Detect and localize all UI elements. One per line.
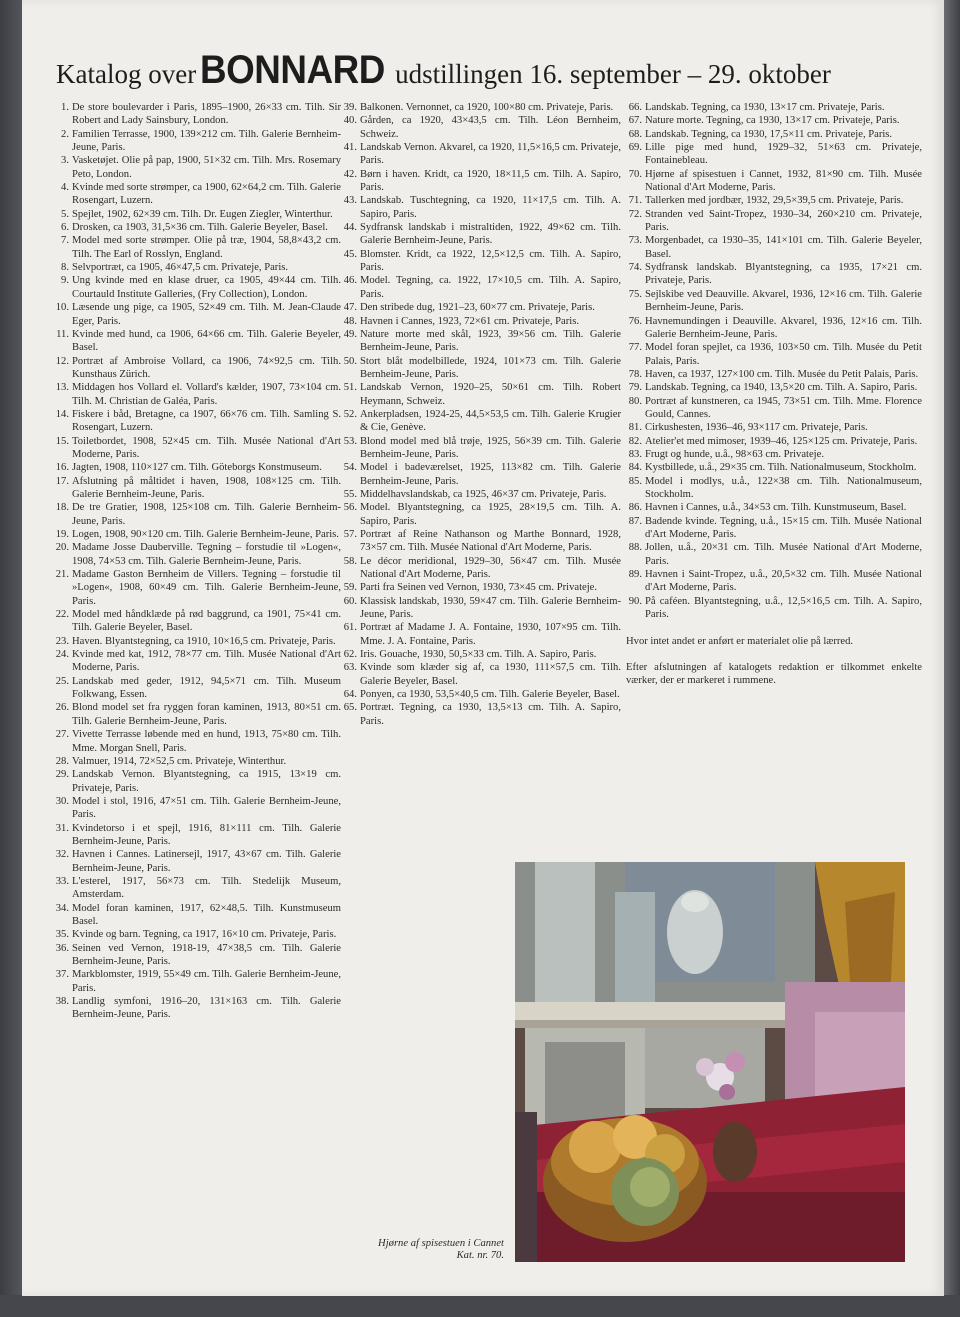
catalog-entry-number: 41. [343, 142, 357, 154]
catalog-entry [341, 114, 621, 141]
catalog-entry [341, 661, 621, 688]
catalog-entry-text: Kystbillede, u.å., 29×35 cm. Tilh. Nationalmuseum, Stockholm. [645, 462, 917, 474]
catalog-column-3 [626, 101, 922, 687]
catalog-page [22, 0, 944, 1296]
catalog-entry [341, 221, 621, 248]
catalog-entry [53, 635, 341, 648]
catalog-entry-text: Havnen i Saint-Tropez, u.å., 20,5×32 cm. Tilh. Musée National d'Art Moderne, Paris. [645, 569, 922, 594]
catalog-entry-number: 38. [55, 996, 69, 1008]
catalog-entry-text: Landskab Vernon. Akvarel, ca 1920, 11,5×16,5 cm. Privateje, Paris. [360, 142, 621, 167]
catalog-entry-number: 19. [55, 529, 69, 540]
catalog-entry-number: 2. [61, 128, 69, 140]
catalog-entry-text: Drosken, ca 1903, 31,5×36 cm. Tilh. Galerie Beyeler, Basel. [72, 222, 328, 234]
catalog-entry-text: Morgenbadet, ca 1930–35, 141×101 cm. Tilh. Galerie Beyeler, Basel. [645, 235, 922, 260]
catalog-entry [53, 541, 341, 568]
catalog-entry-text: Vasketøjet. Olie på pap, 1900, 51×32 cm. Tilh. Mrs. Rosemary Peto, London. [72, 155, 341, 180]
catalog-entry-text: Blond model set fra ryggen foran kaminen, 1913, 80×51 cm. Tilh. Galerie Bernheim-Jeune, Paris. [72, 702, 341, 727]
catalog-entry-text: Familien Terrasse, 1900, 139×212 cm. Tilh. Galerie Bernheim-Jeune, Paris. [72, 128, 341, 154]
catalog-entry-text: På caféen. Blyantstegning, u.å., 12,5×16,5 cm. Tilh. A. Sapiro, Paris. [645, 595, 922, 621]
catalog-entry [626, 234, 922, 261]
catalog-entry-text: Havnen i Cannes. Latinersejl, 1917, 43×67 cm. Tilh. Galerie Bernheim-Jeune, Paris. [72, 849, 341, 874]
catalog-entry-number: 27. [55, 729, 69, 741]
catalog-entry-text: Fiskere i båd, Bretagne, ca 1907, 66×76 cm. Tilh. Samling S. Rosengart, Luzern. [72, 408, 341, 434]
catalog-entry-number: 74. [628, 262, 642, 274]
catalog-entry-text: Logen, 1908, 90×120 cm. Tilh. Galerie Bernheim-Jeune, Paris. [72, 529, 339, 540]
catalog-entry-text: Gården, ca 1920, 43×43,5 cm. Tilh. Léon Bernheim, Schweiz. [360, 115, 621, 140]
catalog-entry [53, 181, 341, 208]
catalog-entry-text: Selvportræt, ca 1905, 46×47,5 cm. Privateje, Paris. [72, 262, 289, 274]
catalog-entry-text: Læsende ung pige, ca 1905, 52×49 cm. Tilh. M. Jean-Claude Eger, Paris. [72, 302, 341, 327]
catalog-entry-text: Havnen i Cannes, u.å., 34×53 cm. Tilh. Kunstmuseum, Basel. [645, 502, 907, 514]
catalog-entry [341, 648, 621, 661]
catalog-entry-text: Jollen, u.å., 20×31 cm. Tilh. Musée National d'Art Moderne, Paris. [645, 542, 922, 567]
catalog-entry-number: 69. [628, 142, 642, 154]
catalog-entry-text: Nature morte. Tegning, ca 1930, 13×17 cm. Privateje, Paris. [645, 115, 900, 127]
catalog-entry [53, 261, 341, 274]
catalog-entry [341, 621, 621, 648]
catalog-entry-number: 81. [628, 422, 642, 434]
title-prefix: Katalog over [56, 59, 197, 89]
catalog-entry-number: 80. [628, 395, 642, 407]
catalog-entry-number: 30. [55, 795, 69, 807]
catalog-entry [341, 315, 621, 328]
catalog-entry-text: Model med sorte strømper. Olie på træ, 1904, 58,8×43,2 cm. Tilh. The Earl of Rosslyn, England. [72, 235, 341, 260]
catalog-entry [341, 141, 621, 168]
catalog-entry-text: Atelier'et med mimoser, 1939–46, 125×125 cm. Privateje, Paris. [645, 435, 918, 447]
catalog-entry-text: Toiletbordet, 1908, 52×45 cm. Tilh. Musée National d'Art Moderne, Paris. [72, 435, 341, 460]
catalog-entry-number: 10. [55, 302, 69, 314]
catalog-entry-text: Cirkushesten, 1936–46, 93×117 cm. Privateje, Paris. [645, 422, 868, 434]
catalog-entry [626, 261, 922, 288]
catalog-entry-text: Tallerken med jordbær, 1932, 29,5×39,5 cm. Privateje, Paris. [645, 195, 904, 207]
catalog-entry-number: 53. [343, 435, 357, 447]
catalog-entry-number: 14. [55, 408, 69, 420]
catalog-entry-text: Middagen hos Vollard el. Vollard's kælder, 1907, 73×104 cm. Tilh. M. Christian de Galéa, Paris. [72, 382, 341, 407]
catalog-entry-number: 33. [55, 875, 69, 887]
catalog-entry-text: Ankerpladsen, 1924-25, 44,5×53,5 cm. Tilh. Galerie Krugier & Cie, Genève. [360, 408, 621, 434]
catalog-entry-number: 43. [343, 195, 357, 207]
catalog-entry-number: 47. [343, 302, 357, 314]
catalog-entry-number: 8. [61, 262, 69, 274]
background-right-edge [944, 0, 960, 1317]
catalog-entry-text: Kvinde med kat, 1912, 78×77 cm. Tilh. Musée National d'Art Moderne, Paris. [72, 649, 341, 674]
catalog-entry-text: Portræt. Tegning, ca 1930, 13,5×13 cm. Tilh. A. Sapiro, Paris. [360, 702, 621, 727]
catalog-entry [53, 875, 341, 902]
catalog-entry [341, 555, 621, 582]
catalog-entry [626, 288, 922, 315]
catalog-entry [53, 408, 341, 435]
catalog-entry [626, 114, 922, 127]
catalog-entry-text: Kvinde som klæder sig af, ca 1930, 111×57,5 cm. Tilh. Galerie Beyeler, Basel. [360, 662, 621, 687]
catalog-entry-text: Model med håndklæde på rød baggrund, ca 1901, 75×41 cm. Tilh. Galerie Beyeler, Basel. [72, 609, 341, 634]
catalog-entry-number: 88. [628, 542, 642, 554]
catalog-entry-number: 42. [343, 168, 357, 180]
catalog-entry-number: 75. [628, 288, 642, 300]
catalog-entry-number: 26. [55, 702, 69, 714]
page-title [56, 48, 936, 93]
catalog-entry [53, 435, 341, 462]
catalog-entry [341, 168, 621, 195]
catalog-entry-number: 4. [61, 182, 69, 194]
catalog-entry-number: 60. [343, 595, 357, 607]
catalog-entry-text: Blond model med blå trøje, 1925, 56×39 cm. Tilh. Galerie Bernheim-Jeune, Paris. [360, 435, 621, 460]
catalog-entry-text: Kvinde og barn. Tegning, ca 1917, 16×10 cm. Privateje, Paris. [72, 929, 337, 941]
catalog-entry [341, 301, 621, 314]
catalog-entry-text: Sydfransk landskab. Blyantstegning, ca 1935, 17×21 cm. Privateje, Paris. [645, 262, 922, 287]
painting-image [515, 862, 905, 1262]
catalog-entry-text: Landskab. Tegning, ca 1930, 13×17 cm. Privateje, Paris. [645, 102, 885, 113]
catalog-entry-number: 36. [55, 942, 69, 954]
catalog-entry-text: Model i badeværelset, 1925, 113×82 cm. Tilh. Galerie Bernheim-Jeune, Paris. [360, 462, 621, 487]
catalog-entry [53, 795, 341, 822]
catalog-entry-text: Iris. Gouache, 1930, 50,5×33 cm. Tilh. A. Sapiro, Paris. [360, 649, 597, 661]
catalog-entry [53, 755, 341, 768]
catalog-entry [626, 501, 922, 514]
catalog-entry-number: 71. [628, 195, 642, 207]
catalog-entry-number: 15. [55, 435, 69, 447]
catalog-entry-text: Model i modlys, u.å., 122×38 cm. Tilh. Nationalmuseum, Stockholm. [645, 475, 922, 500]
catalog-entry-text: Seinen ved Vernon, 1918-19, 47×38,5 cm. Tilh. Galerie Bernheim-Jeune, Paris. [72, 942, 341, 967]
catalog-entry-number: 18. [55, 502, 69, 514]
catalog-entry [626, 461, 922, 474]
catalog-column-3-list [626, 101, 922, 621]
catalog-entry-number: 79. [628, 382, 642, 394]
catalog-entry-text: Haven, ca 1937, 127×100 cm. Tilh. Musée du Petit Palais, Paris. [645, 368, 919, 380]
catalog-column-2 [341, 101, 621, 728]
catalog-entry-number: 12. [55, 355, 69, 367]
catalog-entry-text: Ung kvinde med en klase druer, ca 1905, 49×44 cm. Tilh. Courtauld Institute Galleries, (Fry Collection), London. [72, 275, 341, 300]
catalog-entry [53, 475, 341, 502]
catalog-entry-number: 90. [628, 595, 642, 607]
catalog-entry-text: Model foran spejlet, ca 1936, 103×50 cm. Tilh. Musée du Petit Palais, Paris. [645, 342, 922, 367]
catalog-entry-text: Blomster. Kridt, ca 1922, 12,5×12,5 cm. Tilh. A. Sapiro, Paris. [360, 248, 621, 274]
catalog-entry-text: Lille pige med hund, 1929–32, 51×63 cm. Privateje, Fontainebleau. [645, 142, 922, 167]
catalog-entry-number: 77. [628, 342, 642, 354]
catalog-entry-text: Model. Tegning, ca. 1922, 17×10,5 cm. Tilh. A. Sapiro, Paris. [360, 275, 621, 300]
catalog-entry-text: Spejlet, 1902, 62×39 cm. Tilh. Dr. Eugen Ziegler, Winterthur. [72, 208, 333, 220]
catalog-entry-text: Landskab. Tegning, ca 1940, 13,5×20 cm. Tilh. A. Sapiro, Paris. [645, 382, 918, 394]
catalog-entry-text: Landskab Vernon, 1920–25, 50×61 cm. Tilh. Robert Heymann, Schweiz. [360, 382, 621, 407]
catalog-entry-number: 68. [628, 128, 642, 140]
catalog-entry-text: Kvinde med sorte strømper, ca 1900, 62×64,2 cm. Tilh. Galerie Rosengart, Luzern. [72, 182, 341, 207]
catalog-entry-text: Madame Gaston Bernheim de Villers. Tegning – forstudie til »Logen«, 1908, 60×49 cm. Tilh. Galerie Bernheim-Jeune, Paris. [72, 569, 341, 607]
catalog-entry-number: 46. [343, 275, 357, 287]
catalog-entry [626, 435, 922, 448]
caption-title: Hjørne af spisestuen i Cannet [378, 1238, 504, 1249]
catalog-entry-number: 31. [55, 822, 69, 834]
catalog-entry [626, 141, 922, 168]
catalog-entry [53, 274, 341, 301]
catalog-entry-number: 5. [61, 208, 69, 220]
catalog-entry [53, 154, 341, 181]
catalog-entry [626, 515, 922, 542]
catalog-entry [53, 728, 341, 755]
catalog-entry-number: 89. [628, 569, 642, 581]
catalog-entry [53, 675, 341, 702]
catalog-entry-number: 25. [55, 675, 69, 687]
catalog-entry-number: 45. [343, 248, 357, 260]
catalog-entry [341, 488, 621, 501]
catalog-entry [341, 528, 621, 555]
catalog-entry-number: 48. [343, 315, 357, 327]
catalog-entry [626, 421, 922, 434]
catalog-entry-number: 65. [343, 702, 357, 714]
catalog-entry-number: 28. [55, 755, 69, 767]
catalog-entry-number: 83. [628, 448, 642, 460]
catalog-entry-text: Stranden ved Saint-Tropez, 1930–34, 260×210 cm. Privateje, Paris. [645, 208, 922, 234]
catalog-entry-number: 9. [61, 275, 69, 287]
catalog-entry [341, 701, 621, 728]
catalog-entry-number: 21. [55, 569, 69, 581]
catalog-entry-text: De store boulevarder i Paris, 1895–1900, 26×33 cm. Tilh. Sir Robert and Lady Sainsbury, London. [72, 102, 341, 127]
painting-reproduction [515, 862, 905, 1262]
catalog-entry-number: 76. [628, 315, 642, 327]
catalog-entry-number: 57. [343, 529, 357, 540]
catalog-entry [53, 848, 341, 875]
catalog-entry-text: Havnen i Cannes, 1923, 72×61 cm. Privateje, Paris. [360, 315, 579, 327]
catalog-entry-text: Badende kvinde. Tegning, u.å., 15×15 cm. Tilh. Musée National d'Art Moderne, Paris. [645, 515, 922, 540]
catalog-entry-text: Hjørne af spisestuen i Cannet, 1932, 81×90 cm. Tilh. Musée National d'Art Moderne, Paris. [645, 168, 922, 194]
catalog-entry-text: Afslutning på måltidet i haven, 1908, 108×125 cm. Tilh. Galerie Bernheim-Jeune, Paris. [72, 475, 341, 500]
catalog-entry [626, 475, 922, 502]
catalog-entry-text: Sejlskibe ved Deauville. Akvarel, 1936, 12×16 cm. Tilh. Galerie Bernheim-Jeune, Paris. [645, 288, 922, 314]
catalog-entry-text: Landlig symfoni, 1916–20, 131×163 cm. Tilh. Galerie Bernheim-Jeune, Paris. [72, 996, 341, 1021]
addendum-note: Efter afslutningen af katalogets redaktion er tilkommet enkelte værker, der er markeret i rummene. [626, 661, 922, 687]
catalog-entry-number: 55. [343, 488, 357, 500]
catalog-entry [626, 568, 922, 595]
catalog-entry [341, 194, 621, 221]
catalog-entry-number: 22. [55, 609, 69, 621]
catalog-entry-text: Portræt af Madame J. A. Fontaine, 1930, 107×95 cm. Tilh. Mme. J. A. Fontaine, Paris. [360, 622, 621, 647]
catalog-entry-number: 7. [61, 235, 69, 247]
catalog-entry [341, 381, 621, 408]
title-artist: BONNARD [200, 48, 386, 92]
catalog-entry-text: Haven. Blyantstegning, ca 1910, 10×16,5 cm. Privateje, Paris. [72, 635, 336, 647]
catalog-entry-text: Jagten, 1908, 110×127 cm. Tilh. Göteborgs Konstmuseum. [72, 462, 322, 474]
material-note: Hvor intet andet er anført er materialet olie på lærred. [626, 636, 854, 648]
catalog-entry-number: 44. [343, 222, 357, 234]
catalog-entry-number: 86. [628, 502, 642, 514]
caption-catalog-number: Kat. nr. 70. [456, 1250, 504, 1261]
catalog-entry-number: 87. [628, 515, 642, 527]
catalog-entry-text: Børn i haven. Kridt, ca 1920, 18×11,5 cm. Tilh. A. Sapiro, Paris. [360, 168, 621, 194]
catalog-entry [53, 328, 341, 355]
catalog-entry [53, 381, 341, 408]
catalog-entry [53, 234, 341, 261]
catalog-entry-number: 72. [628, 208, 642, 220]
catalog-entry-text: Markblomster, 1919, 55×49 cm. Tilh. Galerie Bernheim-Jeune, Paris. [72, 969, 341, 994]
catalog-entry-text: De tre Gratier, 1908, 125×108 cm. Tilh. Galerie Bernheim-Jeune, Paris. [72, 502, 341, 527]
catalog-entry [341, 248, 621, 275]
catalog-entry [53, 501, 341, 528]
catalog-entry-number: 17. [55, 475, 69, 487]
catalog-entry [341, 355, 621, 382]
catalog-entry-number: 59. [343, 582, 357, 594]
catalog-entry [626, 381, 922, 394]
painting-caption [338, 1238, 504, 1262]
catalog-entry-number: 35. [55, 929, 69, 941]
catalog-entry-text: Parti fra Seinen ved Vernon, 1930, 73×45 cm. Privateje. [360, 582, 598, 594]
catalog-entry-number: 49. [343, 328, 357, 340]
catalog-entry-text: Frugt og hunde, u.å., 98×63 cm. Privateje. [645, 448, 824, 460]
catalog-entry-text: Landskab med geder, 1912, 94,5×71 cm. Tilh. Museum Folkwang, Essen. [72, 675, 341, 701]
catalog-entry-number: 66. [628, 102, 642, 113]
catalog-column-1 [53, 101, 341, 1022]
catalog-entry [626, 315, 922, 342]
catalog-entry [341, 501, 621, 528]
catalog-entry-number: 37. [55, 969, 69, 981]
background-bottom-edge [0, 1295, 960, 1317]
catalog-entry-text: Portræt af Reine Nathanson og Marthe Bonnard, 1928, 73×57 cm. Tilh. Musée National d'Art Moderne, Paris. [360, 529, 621, 554]
catalog-entry [53, 101, 341, 128]
catalog-entry-number: 85. [628, 475, 642, 487]
catalog-entry-number: 40. [343, 115, 357, 127]
catalog-entry [341, 581, 621, 594]
catalog-entry-text: Havnemundingen i Deauville. Akvarel, 1936, 12×16 cm. Tilh. Galerie Bernheim-Jeune, Paris. [645, 315, 922, 340]
catalog-entry-number: 6. [61, 222, 69, 234]
catalog-entry [53, 928, 341, 941]
catalog-entry [53, 768, 341, 795]
catalog-entry-number: 24. [55, 649, 69, 661]
catalog-entry [53, 648, 341, 675]
catalog-entry-number: 52. [343, 408, 357, 420]
catalog-entry [53, 208, 341, 221]
catalog-entry [53, 608, 341, 635]
catalog-entry [626, 595, 922, 622]
catalog-entry-number: 78. [628, 368, 642, 380]
catalog-entry-number: 56. [343, 502, 357, 514]
catalog-entry-text: Madame Josse Dauberville. Tegning – forstudie til »Logen«, 1908, 74×53 cm. Tilh. Galerie Bernheim-Jeune, Paris. [72, 542, 341, 567]
catalog-entry-text: L'esterel, 1917, 56×73 cm. Tilh. Stedelijk Museum, Amsterdam. [72, 875, 341, 901]
catalog-entry-number: 39. [343, 102, 357, 113]
catalog-entry [626, 395, 922, 422]
catalog-entry [53, 822, 341, 849]
catalog-entry [341, 688, 621, 701]
catalog-entry-text: Valmuer, 1914, 72×52,5 cm. Privateje, Winterthur. [72, 755, 287, 767]
catalog-entry-number: 16. [55, 462, 69, 474]
catalog-entry-number: 51. [343, 382, 357, 394]
catalog-entry-number: 20. [55, 542, 69, 554]
catalog-entry-text: Balkonen. Vernonnet, ca 1920, 100×80 cm. Privateje, Paris. [360, 102, 614, 113]
catalog-entry [53, 128, 341, 155]
catalog-entry [341, 461, 621, 488]
title-suffix: udstillingen 16. september – 29. oktober [395, 59, 831, 89]
catalog-entry-text: Landskab. Tuschtegning, ca 1920, 11×17,5 cm. Tilh. A. Sapiro, Paris. [360, 195, 621, 220]
catalog-entry-number: 3. [61, 155, 69, 167]
catalog-entry [626, 341, 922, 368]
catalog-entry [53, 528, 341, 541]
catalog-entry-text: Kvindetorso i et spejl, 1916, 81×111 cm. Tilh. Galerie Bernheim-Jeune, Paris. [72, 822, 341, 847]
catalog-entry [626, 101, 922, 114]
catalog-entry [341, 595, 621, 622]
catalog-entry [626, 208, 922, 235]
background-left-edge [0, 0, 22, 1317]
catalog-entry [53, 355, 341, 382]
catalog-entry [626, 194, 922, 207]
catalog-entry-text: Landskab. Tegning, ca 1930, 17,5×11 cm. Privateje, Paris. [645, 128, 893, 140]
catalog-entry-text: Kvinde med hund, ca 1906, 64×66 cm. Tilh. Galerie Beyeler, Basel. [72, 328, 341, 354]
catalog-entry [626, 368, 922, 381]
catalog-entry-number: 32. [55, 849, 69, 861]
catalog-entry-text: Le décor meridional, 1929–30, 56×47 cm. Tilh. Musée National d'Art Moderne, Paris. [360, 555, 621, 581]
catalog-entry-number: 58. [343, 555, 357, 567]
catalog-entry [53, 968, 341, 995]
catalog-entry [341, 101, 621, 114]
catalog-entry-text: Portræt af kunstneren, ca 1945, 73×51 cm. Tilh. Mme. Florence Gould, Cannes. [645, 395, 922, 420]
catalog-entry-text: Middelhavslandskab, ca 1925, 46×37 cm. Privateje, Paris. [360, 488, 607, 500]
catalog-entry [53, 902, 341, 929]
catalog-entry-number: 62. [343, 649, 357, 661]
catalog-entry [341, 408, 621, 435]
catalog-entry [341, 435, 621, 462]
catalog-entry [53, 942, 341, 969]
catalog-entry-number: 61. [343, 622, 357, 634]
catalog-entry-text: Model. Blyantstegning, ca 1925, 28×19,5 cm. Tilh. A. Sapiro, Paris. [360, 502, 621, 527]
catalog-entry [626, 168, 922, 195]
catalog-entry [53, 461, 341, 474]
catalog-entry-number: 64. [343, 689, 357, 701]
catalog-entry-number: 63. [343, 662, 357, 674]
catalog-entry-text: Klassisk landskab, 1930, 59×47 cm. Tilh. Galerie Bernheim-Jeune, Paris. [360, 595, 621, 621]
catalog-entry [53, 995, 341, 1022]
catalog-entry-number: 11. [56, 328, 69, 340]
catalog-entry [53, 301, 341, 328]
catalog-entry-text: Landskab Vernon. Blyantstegning, ca 1915, 13×19 cm. Privateje, Paris. [72, 769, 341, 794]
catalog-entry-text: Ponyen, ca 1930, 53,5×40,5 cm. Tilh. Galerie Beyeler, Basel. [360, 689, 620, 701]
catalog-entry-number: 73. [628, 235, 642, 247]
catalog-entry [341, 274, 621, 301]
catalog-entry-text: Stort blåt modelbillede, 1924, 101×73 cm. Tilh. Galerie Bernheim-Jeune, Paris. [360, 355, 621, 380]
catalog-entry [626, 541, 922, 568]
catalog-entry-number: 70. [628, 168, 642, 180]
catalog-entry-number: 54. [343, 462, 357, 474]
catalog-entry-number: 67. [628, 115, 642, 127]
catalog-entry [341, 328, 621, 355]
catalog-entry-text: Nature morte med skål, 1923, 39×56 cm. Tilh. Galerie Bernheim-Jeune, Paris. [360, 328, 621, 354]
catalog-entry-number: 82. [628, 435, 642, 447]
catalog-entry-number: 23. [55, 635, 69, 647]
catalog-entry [626, 128, 922, 141]
catalog-entry-text: Model i stol, 1916, 47×51 cm. Tilh. Galerie Bernheim-Jeune, Paris. [72, 795, 341, 821]
catalog-entry [53, 701, 341, 728]
catalog-entry-number: 50. [343, 355, 357, 367]
catalog-entry-number: 13. [55, 382, 69, 394]
catalog-entry-text: Sydfransk landskab i mistraltiden, 1922, 49×62 cm. Tilh. Galerie Bernheim-Jeune, Paris. [360, 222, 621, 247]
catalog-entry [626, 448, 922, 461]
catalog-entry-number: 29. [55, 769, 69, 781]
catalog-entry-text: Den stribede dug, 1921–23, 60×77 cm. Privateje, Paris. [360, 302, 595, 314]
catalog-entry [53, 568, 341, 608]
catalog-entry-number: 1. [61, 102, 69, 113]
catalog-entry-number: 34. [55, 902, 69, 914]
catalog-entry-text: Portræt af Ambroise Vollard, ca 1906, 74×92,5 cm. Tilh. Kunsthaus Zürich. [72, 355, 341, 380]
catalog-entry-text: Model foran kaminen, 1917, 62×48,5. Tilh. Kunstmuseum Basel. [72, 902, 341, 927]
catalog-entry [53, 221, 341, 234]
catalog-entry-number: 84. [628, 462, 642, 474]
catalog-entry-text: Vivette Terrasse løbende med en hund, 1913, 75×80 cm. Tilh. Mme. Morgan Snell, Paris. [72, 729, 341, 754]
